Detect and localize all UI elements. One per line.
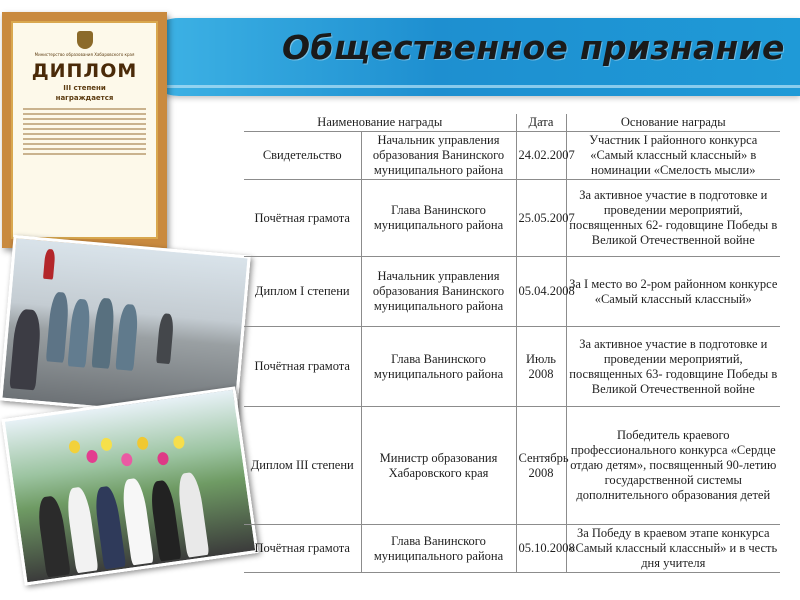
issuer-cell: Глава Ванинского муниципального района: [361, 180, 516, 257]
celebration-photo: [1, 386, 258, 585]
student-figure: [36, 495, 71, 578]
diploma-text-lines: [23, 108, 146, 155]
coat-of-arms-icon: [77, 31, 93, 49]
header-date: Дата: [516, 114, 566, 132]
cadet-figure: [46, 291, 70, 362]
issuer-cell: Глава Ванинского муниципального района: [361, 525, 516, 573]
reason-cell: Участник I районного конкурса «Самый классный классный» в номинации «Смелость мысли»: [566, 132, 780, 180]
header-award-name: Наименование награды: [244, 114, 516, 132]
table-row: [244, 525, 780, 573]
student-figure: [65, 486, 99, 573]
table-row: [244, 257, 780, 327]
reason-cell: За активное участие в подготовке и проведении мероприятий, посвященных 63- годовщине Победы в Великой Отечественной войне: [566, 327, 780, 407]
balloon: [68, 440, 81, 454]
flag: [43, 249, 56, 280]
student-figure: [93, 485, 126, 569]
cadet-figure: [115, 304, 139, 371]
table-row: [244, 132, 780, 180]
award-cell: Почётная грамота: [244, 327, 361, 407]
table-header-row: [244, 114, 780, 132]
balloon: [173, 435, 186, 449]
diploma-degree: III степени: [63, 84, 106, 92]
reason-cell: За активное участие в подготовке и проведении мероприятий, посвященных 62- годовщине Победы в Великой Отечественной войне: [566, 180, 780, 257]
table-row: [244, 407, 780, 525]
student-figure: [176, 471, 209, 557]
header-reason: Основание награды: [566, 114, 780, 132]
table-row: [244, 327, 780, 407]
issuer-cell: Глава Ванинского муниципального района: [361, 327, 516, 407]
reason-cell: За Победу в краевом этапе конкурса «Самый классный классный» и в честь дня учителя: [566, 525, 780, 573]
date-cell: 25.05.2007: [516, 180, 566, 257]
balloon: [86, 449, 99, 463]
page-title: Общественное признание: [282, 28, 785, 67]
award-cell: Свидетельство: [244, 132, 361, 180]
balloon: [120, 452, 133, 466]
issuer-cell: Начальник управления образования Ванинского муниципального района: [361, 257, 516, 327]
diploma-header: Министерство образования Хабаровского края: [34, 52, 135, 57]
reason-cell: Победитель краевого профессионального конкурса «Сердце отдаю детям», посвященный 90-летию государственной системы дополнительного образования детей: [566, 407, 780, 525]
date-cell: Июль 2008: [516, 327, 566, 407]
award-cell: Диплом III степени: [244, 407, 361, 525]
awards-table: [244, 114, 780, 573]
award-cell: Почётная грамота: [244, 180, 361, 257]
table-row: [244, 180, 780, 257]
spectator-figure: [9, 308, 42, 390]
diploma-sheet: [11, 21, 158, 239]
award-cell: Почётная грамота: [244, 525, 361, 573]
balloon: [100, 437, 113, 451]
student-figure: [149, 479, 182, 561]
issuer-cell: Министр образования Хабаровского края: [361, 407, 516, 525]
cadet-figure: [91, 297, 115, 368]
student-figure: [120, 477, 154, 565]
date-cell: 05.04.2008: [516, 257, 566, 327]
diploma-subtitle: награждается: [55, 94, 114, 102]
issuer-cell: Начальник управления образования Ванинского муниципального района: [361, 132, 516, 180]
balloon: [136, 436, 149, 450]
date-cell: 05.10.2008: [516, 525, 566, 573]
award-cell: Диплом I степени: [244, 257, 361, 327]
spectator-figure: [156, 313, 174, 364]
reason-cell: За I место во 2-ром районном конкурсе «Самый классный классный»: [566, 257, 780, 327]
date-cell: 24.02.2007: [516, 132, 566, 180]
date-cell: Сентябрь 2008: [516, 407, 566, 525]
balloon: [157, 451, 170, 465]
diploma-image: [2, 12, 167, 248]
cadet-figure: [67, 298, 91, 367]
diploma-word: ДИПЛОМ: [31, 60, 138, 82]
